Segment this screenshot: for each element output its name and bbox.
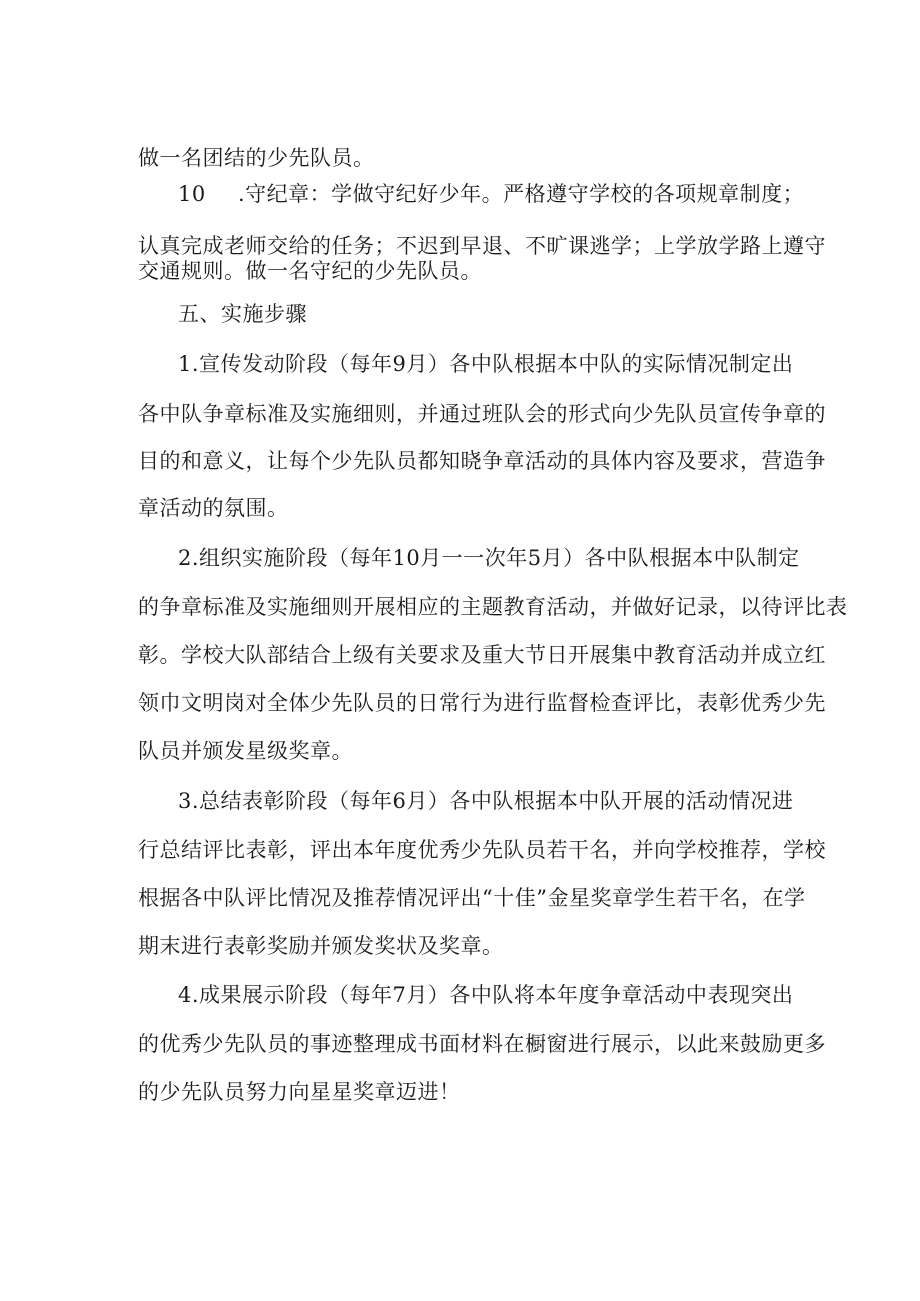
text-line: 章活动的氛围。 [138, 496, 289, 520]
text-line: 各中队争章标准及实施细则，并通过班队会的形式向少先队员宣传争章的 [138, 402, 826, 426]
text-line: 行总结评比表彰，评出本年度优秀少先队员若干名，并向学校推荐，学校 [138, 838, 826, 862]
section-heading: 五、实施步骤 [178, 302, 307, 326]
text-line: 做一名团结的少先队员。 [138, 146, 375, 170]
text-line: 根据各中队评比情况及推荐情况评出“十佳”金星奖章学生若干名，在学 [138, 886, 806, 910]
text-line: 彰。学校大队部结合上级有关要求及重大节日开展集中教育活动并成立红 [138, 643, 826, 667]
text-line: 领巾文明岗对全体少先队员的日常行为进行监督检查评比，表彰优秀少先 [138, 691, 826, 715]
text-line: 2.组织实施阶段（每年10月一一次年5月）各中队根据本中队制定 [178, 546, 800, 570]
text-line: 的少先队员努力向星星奖章迈进！ [138, 1080, 461, 1104]
text-line: 3.总结表彰阶段（每年6月）各中队根据本中队开展的活动情况进 [178, 789, 794, 813]
text-line: 期末进行表彰奖励并颁发奖状及奖章。 [138, 934, 504, 958]
text-line: 目的和意义，让每个少先队员都知晓争章活动的具体内容及要求，营造争 [138, 449, 826, 473]
text-line: 认真完成老师交给的任务；不迟到早退、不旷课逃学；上学放学路上遵守 [138, 234, 826, 258]
text-line: 交通规则。做一名守纪的少先队员。 [138, 259, 482, 283]
item-text: .守纪章：学做守纪好少年。严格遵守学校的各项规章制度； [238, 182, 805, 206]
text-line: 的优秀少先队员的事迹整理成书面材料在橱窗进行展示，以此来鼓励更多 [138, 1032, 826, 1056]
item-number: 10 [178, 182, 206, 206]
text-line [178, 182, 805, 206]
text-line: 4.成果展示阶段（每年7月）各中队将本年度争章活动中表现突出 [178, 983, 794, 1007]
text-line: 1.宣传发动阶段（每年9月）各中队根据本中队的实际情况制定出 [178, 352, 794, 376]
text-line: 的争章标准及实施细则开展相应的主题教育活动，并做好记录，以待评比表 [138, 595, 848, 619]
text-line: 队员并颁发星级奖章。 [138, 739, 353, 763]
